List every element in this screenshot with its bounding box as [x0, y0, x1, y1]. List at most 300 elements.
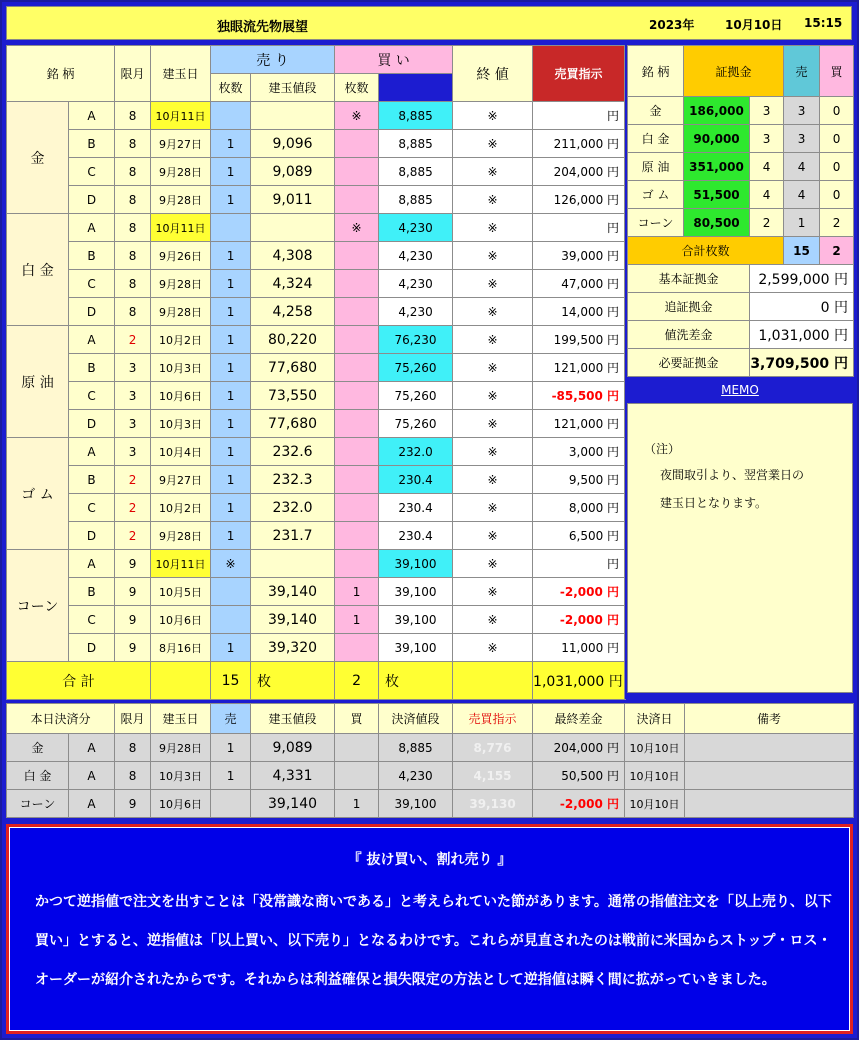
settled-buy — [335, 734, 379, 762]
summary-label: 基本証拠金 — [628, 265, 750, 293]
sell-qty: ※ — [211, 550, 251, 578]
open-date: 9月28日 — [151, 270, 211, 298]
settled-instruction: 4,155 — [453, 762, 533, 790]
close-price: 8,885 — [379, 158, 453, 186]
close-price: 75,260 — [379, 410, 453, 438]
position-row — [7, 522, 625, 550]
settled-header-sell: 売 — [211, 704, 251, 734]
instruction: ※ — [453, 130, 533, 158]
diff: 6,500 円 — [533, 522, 625, 550]
row-key: A — [69, 326, 115, 354]
instruction: ※ — [453, 522, 533, 550]
total-buy-count: 2 — [335, 662, 379, 700]
row-key: B — [69, 242, 115, 270]
buy-qty — [335, 438, 379, 466]
close-price: 76,230 — [379, 326, 453, 354]
settled-header-instruction: 売買指示 — [453, 704, 533, 734]
header-date: 10月10日 — [725, 18, 783, 32]
position-row — [7, 214, 625, 242]
position-row — [7, 466, 625, 494]
settled-key: A — [69, 762, 115, 790]
open-date: 10月4日 — [151, 438, 211, 466]
instruction: ※ — [453, 466, 533, 494]
position-row — [7, 186, 625, 214]
row-key: A — [69, 438, 115, 466]
margin-buy: 0 — [820, 181, 854, 209]
margin-header-margin: 証拠金 — [684, 46, 784, 97]
settled-brand: 金 — [7, 734, 69, 762]
sell-qty: 1 — [211, 186, 251, 214]
header-brand: 銘 柄 — [7, 46, 115, 102]
sell-qty: 1 — [211, 466, 251, 494]
summary-value: 1,031,000 円 — [750, 321, 854, 349]
month: 9 — [115, 578, 151, 606]
month: 8 — [115, 158, 151, 186]
margin-buy: 0 — [820, 125, 854, 153]
position-row — [7, 158, 625, 186]
margin-total-buy: 2 — [820, 237, 854, 265]
position-row — [7, 382, 625, 410]
row-key: A — [69, 214, 115, 242]
sell-price: 232.6 — [251, 438, 335, 466]
open-date: 10月2日 — [151, 326, 211, 354]
month: 3 — [115, 438, 151, 466]
diff: -2,000 円 — [533, 606, 625, 634]
sell-price: 80,220 — [251, 326, 335, 354]
close-price: 4,230 — [379, 298, 453, 326]
instruction: ※ — [453, 298, 533, 326]
settled-header-date: 建玉日 — [151, 704, 211, 734]
summary-value: 3,709,500 円 — [750, 349, 854, 377]
buy-qty: ※ — [335, 214, 379, 242]
position-row — [7, 130, 625, 158]
settled-month: 9 — [115, 790, 151, 818]
buy-qty — [335, 410, 379, 438]
close-price: 39,100 — [379, 634, 453, 662]
row-key: C — [69, 382, 115, 410]
sell-price: 231.7 — [251, 522, 335, 550]
margin-sell: 1 — [784, 209, 820, 237]
settled-header-price: 建玉値段 — [251, 704, 335, 734]
settled-month: 8 — [115, 734, 151, 762]
close-price: 39,100 — [379, 550, 453, 578]
position-row — [7, 410, 625, 438]
settled-buy: 1 — [335, 790, 379, 818]
margin-buy: 0 — [820, 153, 854, 181]
open-date: 10月11日 — [151, 214, 211, 242]
instruction: ※ — [453, 102, 533, 130]
settled-header-month: 限月 — [115, 704, 151, 734]
month: 8 — [115, 214, 151, 242]
sell-price — [251, 550, 335, 578]
margin-header-brand: 銘 柄 — [628, 46, 684, 97]
header-open-date: 建玉日 — [151, 46, 211, 102]
settled-sell: 1 — [211, 762, 251, 790]
row-key: B — [69, 354, 115, 382]
settled-sell: 1 — [211, 734, 251, 762]
position-row — [7, 578, 625, 606]
close-price: 39,100 — [379, 578, 453, 606]
close-price: 75,260 — [379, 382, 453, 410]
positions-table — [6, 45, 625, 700]
memo-box — [627, 403, 853, 693]
total-sell-count: 15 — [211, 662, 251, 700]
margin-header-buy: 買 — [820, 46, 854, 97]
total-sell-unit: 枚 — [251, 662, 335, 700]
settled-settle-price: 39,100 — [379, 790, 453, 818]
month: 9 — [115, 550, 151, 578]
diff: 211,000 円 — [533, 130, 625, 158]
buy-qty — [335, 466, 379, 494]
total-buy-unit: 枚 — [379, 662, 453, 700]
margin-count: 4 — [750, 153, 784, 181]
memo-title[interactable]: MEMO — [627, 378, 853, 402]
open-date: 10月6日 — [151, 606, 211, 634]
brand-name: 金 — [7, 102, 69, 214]
month: 8 — [115, 270, 151, 298]
row-key: C — [69, 494, 115, 522]
buy-qty — [335, 270, 379, 298]
instruction: ※ — [453, 634, 533, 662]
total-amount: 1,031,000 円 — [533, 662, 625, 700]
margin-count: 4 — [750, 181, 784, 209]
settled-note — [685, 762, 854, 790]
open-date: 9月27日 — [151, 130, 211, 158]
month: 2 — [115, 326, 151, 354]
open-date: 9月27日 — [151, 466, 211, 494]
month: 3 — [115, 382, 151, 410]
diff: 121,000 円 — [533, 354, 625, 382]
open-date: 9月26日 — [151, 242, 211, 270]
close-price: 4,230 — [379, 270, 453, 298]
settled-key: A — [69, 790, 115, 818]
diff: 121,000 円 — [533, 410, 625, 438]
settled-table — [6, 703, 854, 818]
settled-settle-price: 8,885 — [379, 734, 453, 762]
margin-sell: 4 — [784, 153, 820, 181]
summary-value: 0 円 — [750, 293, 854, 321]
margin-row — [628, 97, 854, 125]
buy-qty — [335, 326, 379, 354]
buy-qty — [335, 158, 379, 186]
margin-sell: 4 — [784, 181, 820, 209]
open-date: 10月11日 — [151, 102, 211, 130]
month: 3 — [115, 354, 151, 382]
sell-qty — [211, 578, 251, 606]
instruction: ※ — [453, 410, 533, 438]
buy-qty — [335, 550, 379, 578]
brand-name: コーン — [7, 550, 69, 662]
instruction: ※ — [453, 578, 533, 606]
margin-brand: ゴ ム — [628, 181, 684, 209]
margin-value: 80,500 — [684, 209, 750, 237]
buy-qty: ※ — [335, 102, 379, 130]
row-key: A — [69, 102, 115, 130]
buy-qty: 1 — [335, 606, 379, 634]
month: 8 — [115, 242, 151, 270]
brand-name: 白 金 — [7, 214, 69, 326]
header-time: 15:15 — [804, 16, 843, 30]
position-row — [7, 354, 625, 382]
diff: 3,000 円 — [533, 438, 625, 466]
instruction: ※ — [453, 270, 533, 298]
diff: 9,500 円 — [533, 466, 625, 494]
settled-key: A — [69, 734, 115, 762]
margin-value: 186,000 — [684, 97, 750, 125]
month: 3 — [115, 410, 151, 438]
close-price: 8,885 — [379, 186, 453, 214]
margin-count: 3 — [750, 97, 784, 125]
position-row — [7, 298, 625, 326]
article-box — [6, 824, 853, 1034]
settled-settle-date: 10月10日 — [625, 762, 685, 790]
close-price: 4,230 — [379, 242, 453, 270]
sell-qty: 1 — [211, 438, 251, 466]
sell-price: 73,550 — [251, 382, 335, 410]
row-key: D — [69, 410, 115, 438]
row-key: C — [69, 158, 115, 186]
instruction: ※ — [453, 494, 533, 522]
settled-price: 39,140 — [251, 790, 335, 818]
margin-value: 90,000 — [684, 125, 750, 153]
diff: 円 — [533, 102, 625, 130]
instruction: ※ — [453, 606, 533, 634]
instruction: ※ — [453, 214, 533, 242]
diff: 円 — [533, 550, 625, 578]
header-year: 2023年 — [649, 18, 695, 32]
position-row — [7, 270, 625, 298]
instruction: ※ — [453, 326, 533, 354]
row-key: B — [69, 578, 115, 606]
margin-sell: 3 — [784, 97, 820, 125]
diff: 199,500 円 — [533, 326, 625, 354]
summary-label: 追証拠金 — [628, 293, 750, 321]
month: 8 — [115, 298, 151, 326]
diff: 126,000 円 — [533, 186, 625, 214]
summary-row — [628, 293, 854, 321]
position-row — [7, 102, 625, 130]
settled-date: 10月6日 — [151, 790, 211, 818]
open-date: 10月2日 — [151, 494, 211, 522]
sell-price — [251, 102, 335, 130]
sell-qty: 1 — [211, 242, 251, 270]
margin-brand: コーン — [628, 209, 684, 237]
row-key: D — [69, 522, 115, 550]
margin-value: 351,000 — [684, 153, 750, 181]
settled-settle-date: 10月10日 — [625, 734, 685, 762]
settled-date: 9月28日 — [151, 734, 211, 762]
sell-qty — [211, 606, 251, 634]
sell-price: 77,680 — [251, 410, 335, 438]
month: 2 — [115, 494, 151, 522]
buy-qty — [335, 130, 379, 158]
sell-qty: 1 — [211, 634, 251, 662]
row-key: A — [69, 550, 115, 578]
month: 2 — [115, 522, 151, 550]
settled-final: 50,500 円 — [533, 762, 625, 790]
diff: -2,000 円 — [533, 578, 625, 606]
margin-total-label: 合計枚数 — [628, 237, 784, 265]
summary-row — [628, 265, 854, 293]
settled-brand: コーン — [7, 790, 69, 818]
close-price: 230.4 — [379, 466, 453, 494]
open-date: 9月28日 — [151, 522, 211, 550]
close-price: 39,100 — [379, 606, 453, 634]
settled-note — [685, 790, 854, 818]
row-key: D — [69, 634, 115, 662]
sell-price: 9,096 — [251, 130, 335, 158]
title-bar — [6, 6, 852, 40]
app-title: 独眼流先物展望 — [217, 20, 309, 35]
margin-count: 2 — [750, 209, 784, 237]
settled-instruction: 8,776 — [453, 734, 533, 762]
instruction: ※ — [453, 242, 533, 270]
row-key: D — [69, 298, 115, 326]
header-sell-price: 建玉値段 — [251, 74, 335, 102]
header-month: 限月 — [115, 46, 151, 102]
margin-header-sell: 売 — [784, 46, 820, 97]
instruction: ※ — [453, 354, 533, 382]
margin-brand: 白 金 — [628, 125, 684, 153]
memo-line-3: 建玉日となります。 — [660, 496, 768, 510]
row-key: C — [69, 606, 115, 634]
diff: 円 — [533, 214, 625, 242]
sell-price — [251, 214, 335, 242]
settled-header-final: 最終差金 — [533, 704, 625, 734]
month: 8 — [115, 186, 151, 214]
settled-price: 4,331 — [251, 762, 335, 790]
sell-qty: 1 — [211, 298, 251, 326]
memo-line-1: （注） — [644, 442, 681, 456]
margin-buy: 0 — [820, 97, 854, 125]
settled-price: 9,089 — [251, 734, 335, 762]
brand-name: 原 油 — [7, 326, 69, 438]
open-date: 9月28日 — [151, 158, 211, 186]
header-instruction: 売買指示 — [533, 46, 625, 102]
buy-qty — [335, 634, 379, 662]
month: 2 — [115, 466, 151, 494]
month: 8 — [115, 130, 151, 158]
buy-qty — [335, 298, 379, 326]
open-date: 10月3日 — [151, 410, 211, 438]
open-date: 8月16日 — [151, 634, 211, 662]
close-price: 8,885 — [379, 102, 453, 130]
margin-total-sell: 15 — [784, 237, 820, 265]
position-row — [7, 242, 625, 270]
sell-price: 9,089 — [251, 158, 335, 186]
settled-date: 10月3日 — [151, 762, 211, 790]
settled-brand: 白 金 — [7, 762, 69, 790]
settled-settle-date: 10月10日 — [625, 790, 685, 818]
settled-row — [7, 734, 854, 762]
buy-qty — [335, 494, 379, 522]
settled-header-settle-price: 決済値段 — [379, 704, 453, 734]
close-price: 230.4 — [379, 522, 453, 550]
close-price: 232.0 — [379, 438, 453, 466]
sell-price: 9,011 — [251, 186, 335, 214]
margin-row — [628, 125, 854, 153]
settled-final: -2,000 円 — [533, 790, 625, 818]
margin-count: 3 — [750, 125, 784, 153]
margin-row — [628, 181, 854, 209]
sell-price: 4,308 — [251, 242, 335, 270]
margin-value: 51,500 — [684, 181, 750, 209]
diff: 14,000 円 — [533, 298, 625, 326]
diff: 204,000 円 — [533, 158, 625, 186]
article-title: 『 抜け買い、割れ売り 』 — [347, 852, 512, 868]
summary-label: 必要証拠金 — [628, 349, 750, 377]
open-date: 10月3日 — [151, 354, 211, 382]
settled-note — [685, 734, 854, 762]
instruction: ※ — [453, 382, 533, 410]
settled-header-buy: 買 — [335, 704, 379, 734]
sell-qty: 1 — [211, 270, 251, 298]
buy-qty — [335, 522, 379, 550]
buy-qty — [335, 354, 379, 382]
sell-qty: 1 — [211, 494, 251, 522]
open-date: 10月5日 — [151, 578, 211, 606]
open-date: 9月28日 — [151, 186, 211, 214]
header-buy-qty: 枚数 — [335, 74, 379, 102]
margin-buy: 2 — [820, 209, 854, 237]
close-price: 4,230 — [379, 214, 453, 242]
position-row — [7, 634, 625, 662]
sell-qty: 1 — [211, 158, 251, 186]
diff: 8,000 円 — [533, 494, 625, 522]
summary-row — [628, 349, 854, 377]
sell-qty — [211, 102, 251, 130]
margin-row — [628, 153, 854, 181]
row-key: C — [69, 270, 115, 298]
position-row — [7, 494, 625, 522]
instruction: ※ — [453, 158, 533, 186]
instruction: ※ — [453, 438, 533, 466]
sell-price: 4,324 — [251, 270, 335, 298]
buy-qty: 1 — [335, 578, 379, 606]
position-row — [7, 326, 625, 354]
total-label: 合 計 — [7, 662, 151, 700]
buy-qty — [335, 242, 379, 270]
settled-row — [7, 790, 854, 818]
buy-qty — [335, 186, 379, 214]
position-row — [7, 606, 625, 634]
header-buy: 買 い — [335, 46, 453, 74]
row-key: D — [69, 186, 115, 214]
sell-price: 232.0 — [251, 494, 335, 522]
header-close: 終 値 — [453, 46, 533, 102]
margin-table — [627, 45, 854, 377]
settled-final: 204,000 円 — [533, 734, 625, 762]
sell-price: 4,258 — [251, 298, 335, 326]
margin-sell: 3 — [784, 125, 820, 153]
open-date: 9月28日 — [151, 298, 211, 326]
sell-qty — [211, 214, 251, 242]
month: 9 — [115, 606, 151, 634]
close-price: 8,885 — [379, 130, 453, 158]
sell-price: 39,140 — [251, 606, 335, 634]
position-row — [7, 438, 625, 466]
close-price: 230.4 — [379, 494, 453, 522]
sell-qty: 1 — [211, 326, 251, 354]
settled-row — [7, 762, 854, 790]
brand-name: ゴ ム — [7, 438, 69, 550]
settled-instruction: 39,130 — [453, 790, 533, 818]
open-date: 10月6日 — [151, 382, 211, 410]
sell-qty: 1 — [211, 354, 251, 382]
position-row — [7, 550, 625, 578]
open-date: 10月11日 — [151, 550, 211, 578]
diff: 11,000 円 — [533, 634, 625, 662]
